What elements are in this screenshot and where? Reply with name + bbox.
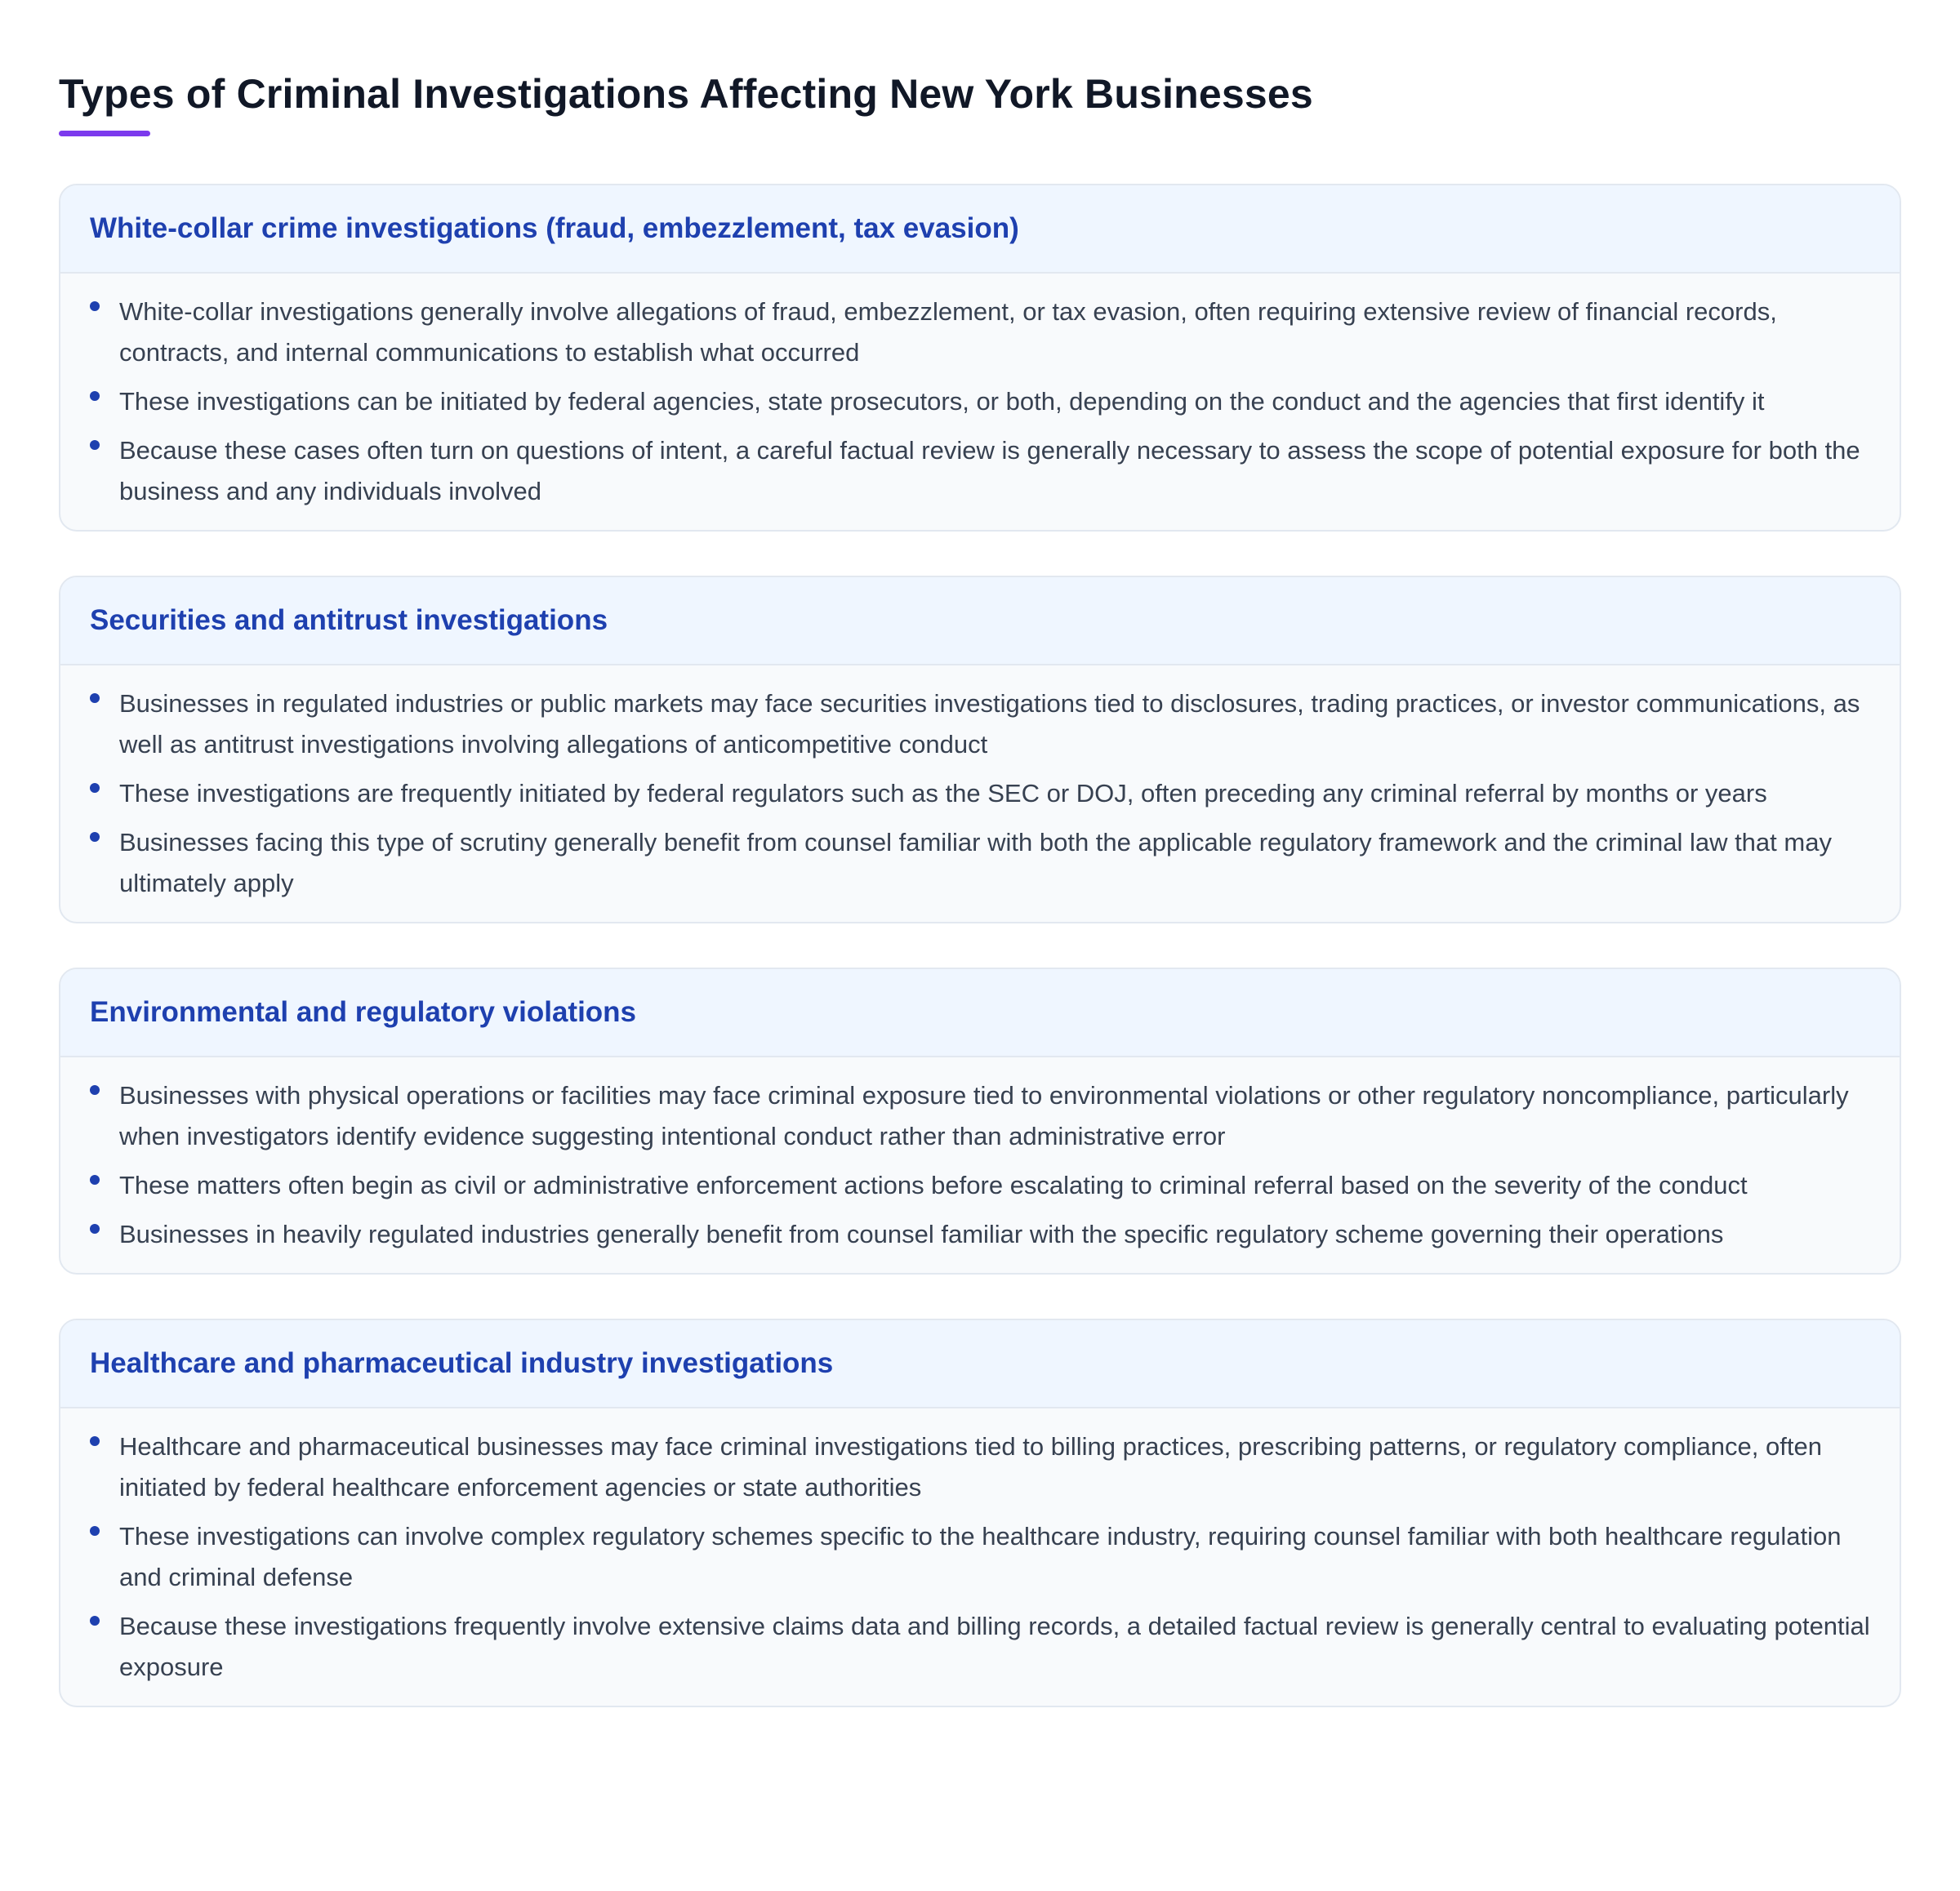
- section-body: [60, 665, 1900, 922]
- bullet-list: [90, 1075, 1870, 1255]
- list-item-text: These matters often begin as civil or administrative enforcement actions before escalating to criminal referral based on the severity of the conduct: [119, 1171, 1748, 1199]
- list-item-text: These investigations can involve complex regulatory schemes specific to the healthcare industry, requiring counsel familiar with both healthcare regulation and criminal defense: [119, 1522, 1842, 1591]
- bullet-list: [90, 291, 1870, 512]
- section-header: [60, 969, 1900, 1057]
- bullet-dot-icon: [90, 1616, 100, 1626]
- bullet-dot-icon: [90, 391, 100, 401]
- list-item: [90, 1214, 1870, 1255]
- section-card-white-collar: [59, 184, 1901, 532]
- section-header: [60, 1320, 1900, 1408]
- list-item-text: Businesses facing this type of scrutiny generally benefit from counsel familiar with both the applicable regulatory framework and the criminal law that may ultimately apply: [119, 828, 1832, 897]
- list-item-text: Because these investigations frequently involve extensive claims data and billing records, a detailed factual review is generally central to evaluating potential exposure: [119, 1612, 1870, 1681]
- bullet-dot-icon: [90, 1175, 100, 1185]
- list-item-text: White-collar investigations generally involve allegations of fraud, embezzlement, or tax evasion, often requiring extensive review of financial records, contracts, and internal communications to establish what occurred: [119, 297, 1777, 367]
- list-item: [90, 1426, 1870, 1508]
- list-item-text: Healthcare and pharmaceutical businesses may face criminal investigations tied to billing practices, prescribing patterns, or regulatory compliance, often initiated by federal healthcare enforcement agencies or state authorities: [119, 1432, 1822, 1502]
- section-title: Healthcare and pharmaceutical industry investigations: [90, 1347, 834, 1379]
- section-title: Securities and antitrust investigations: [90, 604, 608, 636]
- list-item-text: These investigations can be initiated by federal agencies, state prosecutors, or both, depending on the conduct and the agencies that first identify it: [119, 387, 1765, 416]
- bullet-dot-icon: [90, 832, 100, 842]
- section-title: White-collar crime investigations (fraud, embezzlement, tax evasion): [90, 212, 1019, 244]
- list-item: [90, 1606, 1870, 1688]
- section-body: [60, 274, 1900, 530]
- bullet-dot-icon: [90, 693, 100, 703]
- bullet-dot-icon: [90, 1224, 100, 1234]
- section-body: [60, 1408, 1900, 1706]
- list-item-text: Businesses in regulated industries or public markets may face securities investigations tied to disclosures, trading practices, or investor communications, as well as antitrust investigations involving allegations of anticompetitive conduct: [119, 689, 1860, 759]
- list-item-text: Businesses in heavily regulated industries generally benefit from counsel familiar with the specific regulatory scheme governing their operations: [119, 1220, 1724, 1248]
- sections-list: [59, 184, 1901, 1707]
- list-item: [90, 773, 1870, 814]
- section-card-securities: [59, 576, 1901, 923]
- page-title: Types of Criminal Investigations Affecting New York Businesses: [59, 71, 1313, 117]
- list-item: [90, 291, 1870, 373]
- section-card-environmental: [59, 968, 1901, 1275]
- list-item: [90, 381, 1870, 422]
- list-item: [90, 1516, 1870, 1598]
- title-underline: [59, 131, 150, 136]
- section-card-healthcare: [59, 1319, 1901, 1707]
- bullet-dot-icon: [90, 1436, 100, 1446]
- bullet-dot-icon: [90, 1526, 100, 1536]
- list-item-text: Businesses with physical operations or facilities may face criminal exposure tied to environmental violations or other regulatory noncompliance, particularly when investigators identify evidence suggesting intentional conduct rather than administrative error: [119, 1081, 1849, 1150]
- bullet-dot-icon: [90, 1085, 100, 1095]
- bullet-dot-icon: [90, 440, 100, 450]
- section-header: [60, 577, 1900, 665]
- list-item-text: These investigations are frequently initiated by federal regulators such as the SEC or DOJ, often preceding any criminal referral by months or years: [119, 779, 1767, 808]
- bullet-list: [90, 1426, 1870, 1688]
- section-body: [60, 1057, 1900, 1273]
- list-item: [90, 683, 1870, 765]
- list-item: [90, 1075, 1870, 1157]
- list-item: [90, 1165, 1870, 1206]
- list-item: [90, 822, 1870, 904]
- list-item: [90, 430, 1870, 512]
- bullet-dot-icon: [90, 783, 100, 793]
- section-title: Environmental and regulatory violations: [90, 996, 637, 1028]
- bullet-dot-icon: [90, 301, 100, 311]
- list-item-text: Because these cases often turn on questions of intent, a careful factual review is generally necessary to assess the scope of potential exposure for both the business and any individuals involved: [119, 436, 1860, 505]
- section-header: [60, 185, 1900, 274]
- bullet-list: [90, 683, 1870, 904]
